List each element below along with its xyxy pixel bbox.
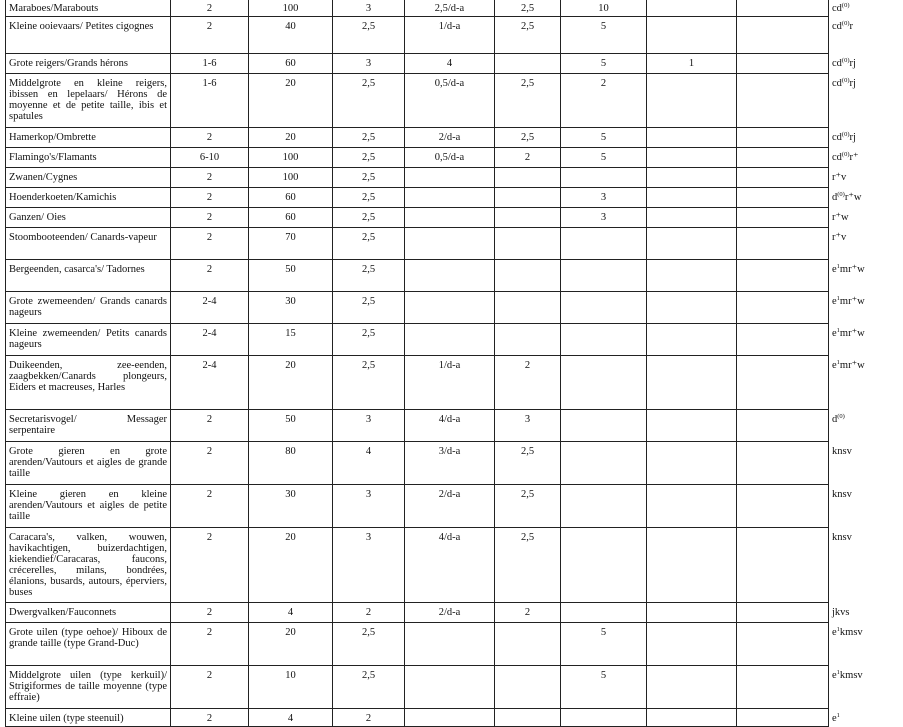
table-row bbox=[6, 188, 829, 208]
code-text: e bbox=[832, 670, 837, 681]
value-cell: 2/d-a bbox=[405, 128, 495, 148]
value-cell bbox=[737, 356, 829, 410]
value-cell: 2 bbox=[171, 709, 249, 727]
value-cell: 2,5 bbox=[333, 623, 405, 666]
value-cell: 3 bbox=[333, 410, 405, 442]
value-cell bbox=[647, 228, 737, 260]
table-row bbox=[6, 442, 829, 485]
table-row bbox=[6, 485, 829, 528]
value-cell bbox=[405, 168, 495, 188]
value-cell: 2,5 bbox=[495, 128, 561, 148]
value-cell: 6-10 bbox=[171, 148, 249, 168]
value-cell: 3 bbox=[495, 410, 561, 442]
value-cell bbox=[405, 260, 495, 292]
table-row bbox=[6, 148, 829, 168]
value-cell bbox=[495, 188, 561, 208]
species-name-cell: Grote zwemeenden/ Grands canards nageurs bbox=[6, 292, 171, 324]
value-cell: 3 bbox=[333, 0, 405, 17]
value-cell: 2 bbox=[171, 228, 249, 260]
species-name-cell: Duikeenden, zee-eenden, zaagbekken/Canards plongeurs, Eiders et macreuses, Harles bbox=[6, 356, 171, 410]
value-cell bbox=[737, 410, 829, 442]
species-name-cell: Hoenderkoeten/Kamichis bbox=[6, 188, 171, 208]
code-superscript: (0) bbox=[841, 2, 850, 9]
value-cell: 2 bbox=[171, 0, 249, 17]
value-cell: 2,5 bbox=[333, 324, 405, 356]
table-row bbox=[6, 228, 829, 260]
value-cell: 2 bbox=[171, 260, 249, 292]
value-cell bbox=[647, 208, 737, 228]
species-name-cell: Kleine gieren en kleine arenden/Vautours et aigles de petite taille bbox=[6, 485, 171, 528]
value-cell bbox=[647, 666, 737, 709]
table-row bbox=[6, 74, 829, 128]
value-cell bbox=[561, 485, 647, 528]
value-cell: 2 bbox=[171, 188, 249, 208]
code-suffix: kmsv bbox=[839, 627, 863, 638]
table-row bbox=[6, 666, 829, 709]
code-text: cd bbox=[832, 78, 842, 89]
species-name-cell: Grote uilen (type oehoe)/ Hiboux de grande taille (type Grand-Duc) bbox=[6, 623, 171, 666]
table-row bbox=[6, 168, 829, 188]
value-cell bbox=[647, 528, 737, 603]
value-cell: 20 bbox=[249, 74, 333, 128]
value-cell bbox=[495, 623, 561, 666]
value-cell: 0,5/d-a bbox=[405, 74, 495, 128]
value-cell: 2,5 bbox=[495, 528, 561, 603]
value-cell: 3 bbox=[333, 54, 405, 74]
value-cell: 5 bbox=[561, 148, 647, 168]
value-cell: 2 bbox=[171, 528, 249, 603]
value-cell bbox=[647, 410, 737, 442]
value-cell: 5 bbox=[561, 128, 647, 148]
species-name-cell: Bergeenden, casarca's/ Tadornes bbox=[6, 260, 171, 292]
value-cell: 50 bbox=[249, 410, 333, 442]
value-cell bbox=[737, 168, 829, 188]
code-superscript: (0) bbox=[837, 413, 845, 420]
value-cell bbox=[405, 188, 495, 208]
value-cell bbox=[561, 324, 647, 356]
table-row bbox=[6, 292, 829, 324]
code-superscript: 1 bbox=[836, 263, 840, 270]
table-row bbox=[6, 410, 829, 442]
value-cell: 2 bbox=[171, 666, 249, 709]
value-cell: 60 bbox=[249, 188, 333, 208]
code-text: cd bbox=[832, 132, 842, 143]
value-cell bbox=[737, 666, 829, 709]
value-cell bbox=[647, 260, 737, 292]
species-name-cell: Middelgrote en kleine reigers, ibissen en lepelaars/ Hérons de moyenne et de petite taille, ibis et spatules bbox=[6, 74, 171, 128]
value-cell: 3 bbox=[561, 208, 647, 228]
code-text: r⁺w bbox=[832, 212, 849, 223]
code-suffix: mr⁺w bbox=[839, 264, 865, 275]
value-cell: 2,5 bbox=[333, 17, 405, 54]
species-name-cell: Grote gieren en grote arenden/Vautours et aigles de grande taille bbox=[6, 442, 171, 485]
value-cell bbox=[737, 228, 829, 260]
value-cell: 2 bbox=[495, 356, 561, 410]
value-cell bbox=[495, 292, 561, 324]
code-suffix: r⁺w bbox=[844, 192, 862, 203]
value-cell: 60 bbox=[249, 54, 333, 74]
species-name-cell: Caracara's, valken, wouwen, havikachtigen, buizerdachtigen, kiekendief/Caracaras, faucons, crécerelles, milans, bondrées, élanions, busards, autours, éperviers, buses bbox=[6, 528, 171, 603]
code-text: d bbox=[832, 414, 838, 425]
value-cell bbox=[561, 260, 647, 292]
value-cell bbox=[647, 623, 737, 666]
code-superscript: (0) bbox=[837, 191, 845, 198]
value-cell: 2,5 bbox=[333, 356, 405, 410]
code-text: d bbox=[832, 192, 838, 203]
value-cell bbox=[647, 0, 737, 17]
value-cell bbox=[647, 148, 737, 168]
value-cell bbox=[737, 442, 829, 485]
species-table bbox=[5, 0, 865, 727]
table-row bbox=[6, 17, 829, 54]
code-superscript: 1 bbox=[836, 712, 840, 719]
species-name-cell: Stoombooteenden/ Canards-vapeur bbox=[6, 228, 171, 260]
code-text: e bbox=[832, 627, 837, 638]
value-cell: 100 bbox=[249, 148, 333, 168]
value-cell bbox=[647, 442, 737, 485]
value-cell: 4 bbox=[405, 54, 495, 74]
species-name-cell: Zwanen/Cygnes bbox=[6, 168, 171, 188]
code-superscript: 1 bbox=[836, 327, 840, 334]
code-text: e bbox=[832, 328, 837, 339]
value-cell: 2,5 bbox=[495, 0, 561, 17]
value-cell bbox=[495, 208, 561, 228]
value-cell: 4 bbox=[333, 442, 405, 485]
value-cell bbox=[737, 603, 829, 623]
value-cell: 2/d-a bbox=[405, 485, 495, 528]
value-cell bbox=[405, 709, 495, 727]
table-row bbox=[6, 709, 829, 727]
value-cell bbox=[737, 260, 829, 292]
table-row bbox=[6, 528, 829, 603]
value-cell: 3 bbox=[333, 528, 405, 603]
value-cell: 2 bbox=[171, 208, 249, 228]
value-cell: 2 bbox=[561, 74, 647, 128]
value-cell: 70 bbox=[249, 228, 333, 260]
code-suffix: rj bbox=[849, 58, 856, 69]
value-cell: 2 bbox=[171, 485, 249, 528]
value-cell bbox=[737, 148, 829, 168]
value-cell: 15 bbox=[249, 324, 333, 356]
species-name-cell: Middelgrote uilen (type kerkuil)/ Strigiformes de taille moyenne (type effraie) bbox=[6, 666, 171, 709]
value-cell: 2,5 bbox=[495, 74, 561, 128]
value-cell: 10 bbox=[561, 0, 647, 17]
table-row bbox=[6, 260, 829, 292]
value-cell: 30 bbox=[249, 292, 333, 324]
species-name-cell: Kleine uilen (type steenuil) bbox=[6, 709, 171, 727]
value-cell bbox=[647, 356, 737, 410]
code-suffix: kmsv bbox=[839, 670, 863, 681]
value-cell: 5 bbox=[561, 54, 647, 74]
code-text: knsv bbox=[832, 532, 852, 543]
value-cell bbox=[405, 292, 495, 324]
value-cell: 5 bbox=[561, 17, 647, 54]
value-cell: 2-4 bbox=[171, 292, 249, 324]
value-cell: 2,5 bbox=[333, 228, 405, 260]
value-cell: 2 bbox=[333, 603, 405, 623]
value-cell bbox=[737, 188, 829, 208]
value-cell: 2 bbox=[171, 168, 249, 188]
value-cell bbox=[405, 228, 495, 260]
value-cell: 2 bbox=[171, 17, 249, 54]
value-cell: 40 bbox=[249, 17, 333, 54]
code-superscript: 1 bbox=[836, 669, 840, 676]
code-superscript: (0) bbox=[841, 131, 850, 138]
value-cell: 2,5 bbox=[495, 485, 561, 528]
value-cell: 2,5 bbox=[333, 168, 405, 188]
value-cell: 0,5/d-a bbox=[405, 148, 495, 168]
table-body bbox=[6, 0, 865, 727]
code-superscript: 1 bbox=[836, 626, 840, 633]
value-cell: 30 bbox=[249, 485, 333, 528]
value-cell: 2,5 bbox=[333, 292, 405, 324]
species-name-cell: Kleine ooievaars/ Petites cigognes bbox=[6, 17, 171, 54]
value-cell bbox=[647, 188, 737, 208]
species-name-cell: Secretarisvogel/ Messager serpentaire bbox=[6, 410, 171, 442]
code-suffix: r⁺ bbox=[849, 152, 859, 163]
code-text: knsv bbox=[832, 446, 852, 457]
value-cell: 5 bbox=[561, 623, 647, 666]
value-cell: 2,5 bbox=[333, 128, 405, 148]
value-cell: 1-6 bbox=[171, 54, 249, 74]
value-cell: 2,5 bbox=[333, 208, 405, 228]
code-text: e bbox=[832, 264, 837, 275]
value-cell: 5 bbox=[561, 666, 647, 709]
value-cell bbox=[647, 168, 737, 188]
value-cell bbox=[737, 74, 829, 128]
value-cell: 80 bbox=[249, 442, 333, 485]
table-row bbox=[6, 603, 829, 623]
value-cell: 2,5 bbox=[495, 442, 561, 485]
value-cell bbox=[737, 528, 829, 603]
value-cell bbox=[737, 324, 829, 356]
code-superscript: (0) bbox=[841, 57, 850, 64]
code-text: e bbox=[832, 360, 837, 371]
value-cell: 2 bbox=[495, 148, 561, 168]
value-cell: 4 bbox=[249, 709, 333, 727]
species-name-cell: Dwergvalken/Fauconnets bbox=[6, 603, 171, 623]
species-name-cell: Ganzen/ Oies bbox=[6, 208, 171, 228]
value-cell bbox=[495, 666, 561, 709]
value-cell bbox=[737, 54, 829, 74]
value-cell: 2 bbox=[495, 603, 561, 623]
code-text: r⁺v bbox=[832, 172, 847, 183]
value-cell bbox=[647, 74, 737, 128]
code-superscript: 1 bbox=[836, 295, 840, 302]
species-name-cell: Kleine zwemeenden/ Petits canards nageurs bbox=[6, 324, 171, 356]
value-cell: 2,5 bbox=[495, 17, 561, 54]
value-cell: 60 bbox=[249, 208, 333, 228]
value-cell: 20 bbox=[249, 356, 333, 410]
code-text: r⁺v bbox=[832, 232, 847, 243]
value-cell bbox=[561, 356, 647, 410]
value-cell bbox=[495, 54, 561, 74]
value-cell: 4/d-a bbox=[405, 410, 495, 442]
value-cell: 2-4 bbox=[171, 324, 249, 356]
table-row bbox=[6, 208, 829, 228]
value-cell: 1/d-a bbox=[405, 17, 495, 54]
value-cell bbox=[495, 168, 561, 188]
code-text: cd bbox=[832, 21, 842, 32]
value-cell: 2,5 bbox=[333, 74, 405, 128]
value-cell: 4/d-a bbox=[405, 528, 495, 603]
value-cell bbox=[561, 709, 647, 727]
value-cell: 2 bbox=[333, 709, 405, 727]
value-cell: 2 bbox=[171, 623, 249, 666]
species-name-cell: Flamingo's/Flamants bbox=[6, 148, 171, 168]
value-cell: 2,5 bbox=[333, 188, 405, 208]
value-cell bbox=[647, 17, 737, 54]
value-cell: 3 bbox=[561, 188, 647, 208]
code-text: cd bbox=[832, 152, 842, 163]
value-cell bbox=[405, 324, 495, 356]
value-cell: 20 bbox=[249, 128, 333, 148]
value-cell: 2,5 bbox=[333, 148, 405, 168]
value-cell: 1-6 bbox=[171, 74, 249, 128]
value-cell bbox=[647, 324, 737, 356]
code-superscript: 1 bbox=[836, 359, 840, 366]
species-name-cell: Maraboes/Marabouts bbox=[6, 0, 171, 17]
value-cell: 20 bbox=[249, 528, 333, 603]
value-cell bbox=[737, 292, 829, 324]
code-text: e bbox=[832, 713, 837, 724]
value-cell: 50 bbox=[249, 260, 333, 292]
code-suffix: mr⁺w bbox=[839, 296, 865, 307]
table-row bbox=[6, 324, 829, 356]
value-cell: 10 bbox=[249, 666, 333, 709]
value-cell bbox=[405, 666, 495, 709]
value-cell: 1 bbox=[647, 54, 737, 74]
table-row bbox=[6, 54, 829, 74]
code-suffix: r bbox=[849, 21, 854, 32]
code-text: jkvs bbox=[832, 607, 850, 618]
species-name-cell: Hamerkop/Ombrette bbox=[6, 128, 171, 148]
code-suffix: mr⁺w bbox=[839, 360, 865, 371]
value-cell: 100 bbox=[249, 168, 333, 188]
value-cell bbox=[737, 17, 829, 54]
code-suffix: rj bbox=[849, 78, 856, 89]
value-cell bbox=[561, 442, 647, 485]
value-cell: 20 bbox=[249, 623, 333, 666]
value-cell: 2/d-a bbox=[405, 603, 495, 623]
value-cell bbox=[647, 292, 737, 324]
value-cell bbox=[561, 603, 647, 623]
value-cell bbox=[495, 260, 561, 292]
value-cell: 2 bbox=[171, 603, 249, 623]
value-cell bbox=[737, 0, 829, 17]
value-cell: 3 bbox=[333, 485, 405, 528]
table-row bbox=[6, 128, 829, 148]
value-cell bbox=[561, 410, 647, 442]
value-cell bbox=[561, 528, 647, 603]
value-cell: 2 bbox=[171, 410, 249, 442]
value-cell: 100 bbox=[249, 0, 333, 17]
value-cell: 4 bbox=[249, 603, 333, 623]
value-cell: 2,5/d-a bbox=[405, 0, 495, 17]
value-cell bbox=[737, 709, 829, 727]
species-name-cell: Grote reigers/Grands hérons bbox=[6, 54, 171, 74]
code-superscript: (0) bbox=[841, 20, 850, 27]
table-row bbox=[6, 623, 829, 666]
value-cell: 2,5 bbox=[333, 666, 405, 709]
value-cell bbox=[495, 324, 561, 356]
code-suffix: rj bbox=[849, 132, 856, 143]
value-cell bbox=[495, 228, 561, 260]
value-cell bbox=[737, 208, 829, 228]
value-cell bbox=[405, 623, 495, 666]
value-cell bbox=[561, 292, 647, 324]
value-cell: 1/d-a bbox=[405, 356, 495, 410]
value-cell bbox=[561, 168, 647, 188]
code-superscript: (0) bbox=[841, 151, 850, 158]
value-cell: 2 bbox=[171, 128, 249, 148]
value-cell bbox=[647, 603, 737, 623]
value-cell bbox=[647, 709, 737, 727]
code-text: cd bbox=[832, 3, 842, 14]
value-cell bbox=[737, 485, 829, 528]
value-cell bbox=[737, 623, 829, 666]
value-cell bbox=[737, 128, 829, 148]
value-cell bbox=[647, 485, 737, 528]
value-cell bbox=[561, 228, 647, 260]
table-row bbox=[6, 0, 829, 17]
code-superscript: (0) bbox=[841, 77, 850, 84]
code-suffix: mr⁺w bbox=[839, 328, 865, 339]
value-cell bbox=[495, 709, 561, 727]
value-cell: 2,5 bbox=[333, 260, 405, 292]
value-cell: 2-4 bbox=[171, 356, 249, 410]
code-text: knsv bbox=[832, 489, 852, 500]
value-cell bbox=[647, 128, 737, 148]
code-text: e bbox=[832, 296, 837, 307]
value-cell bbox=[405, 208, 495, 228]
code-text: cd bbox=[832, 58, 842, 69]
value-cell: 3/d-a bbox=[405, 442, 495, 485]
value-cell: 2 bbox=[171, 442, 249, 485]
table-row bbox=[6, 356, 829, 410]
